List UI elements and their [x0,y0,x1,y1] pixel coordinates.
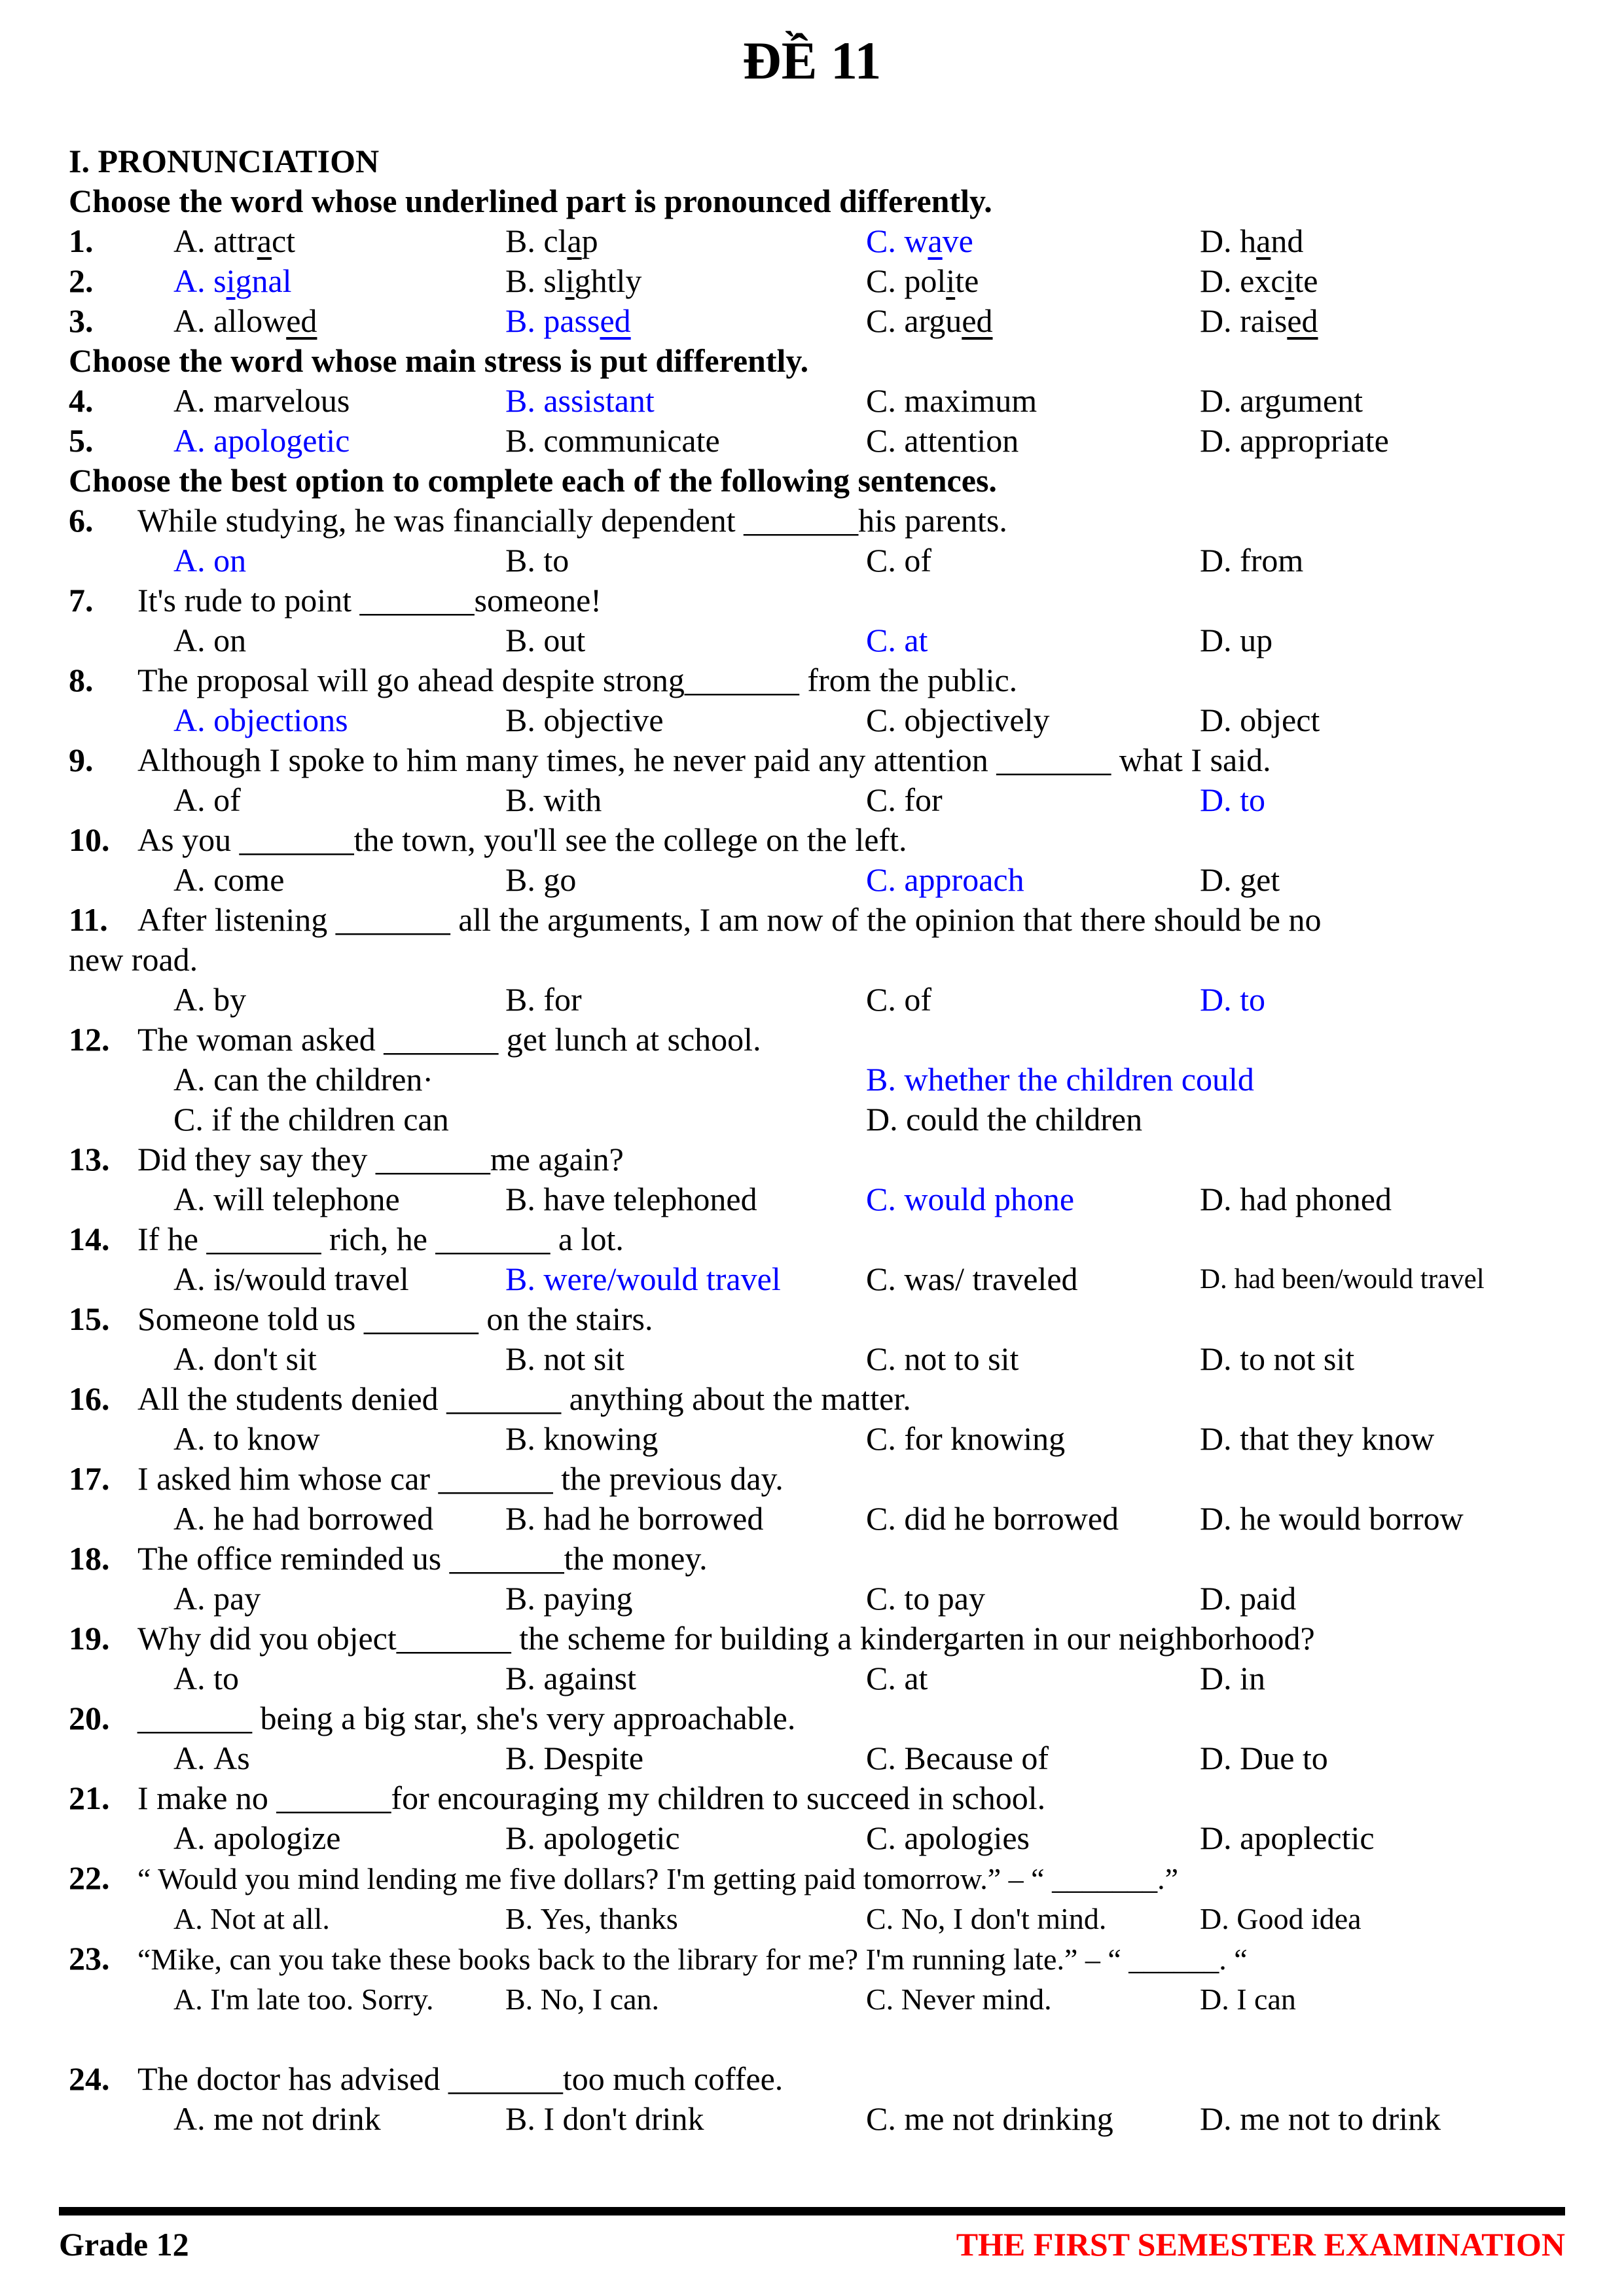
option-label: A. [173,302,214,339]
option-row [69,2099,1555,2139]
question-6 [69,501,1555,541]
option-label: A. [173,382,214,419]
question-number: 8. [69,662,94,698]
option-label: B. [505,382,544,419]
option-label: D. [1200,1740,1240,1776]
option: D. paid [1200,1580,1297,1617]
answer-option: B. passed [505,302,631,339]
option: D. hand [1200,223,1304,259]
option: D. object [1200,702,1320,738]
option-row [69,541,1555,581]
option-row [69,1979,1555,2019]
option: D. in [1200,1660,1266,1696]
question-7 [69,581,1555,620]
question-2 [69,261,1555,301]
option: B. objective [505,702,664,738]
option-label: C. [866,1261,905,1297]
option-label: A. [173,1500,214,1537]
option: A. allowed [173,302,317,339]
option: A. Not at all. [173,1902,330,1935]
option: A. marvelous [173,382,350,419]
option-label: B. [505,2100,544,2137]
question-number: 1. [69,223,94,259]
option: C. for knowing [866,1420,1066,1457]
option-label: C. [866,622,905,658]
option: C. if the children can [173,1101,449,1138]
option-label: D. [1200,1902,1237,1935]
question-stem: “Mike, can you take these books back to the library for me? I'm running late.” – “ ______. “ [137,1943,1248,1976]
question-number: 5. [69,422,94,459]
option: A. I'm late too. Sorry. [173,1982,434,2016]
option-row [69,700,1555,740]
option: A. to know [173,1420,320,1457]
option: A. pay [173,1580,261,1617]
option: C. No, I don't mind. [866,1902,1107,1935]
question-stem: Why did you object_______ the scheme for building a kindergarten in our neighborhood? [137,1620,1315,1657]
option-label: C. [866,1500,905,1537]
option-label: D. [1200,622,1240,658]
question-14 [69,1219,1555,1259]
option-label: A. [173,1340,214,1377]
option: D. appropriate [1200,422,1389,459]
option: D. he would borrow [1200,1500,1464,1537]
option: B. paying [505,1580,633,1617]
option: A. will telephone [173,1181,400,1217]
question-stem: All the students denied _______ anything about the matter. [137,1380,911,1417]
option: A. of [173,781,241,818]
option-label: A. [173,702,214,738]
option-label: B. [505,781,544,818]
question-stem: I make no _______for encouraging my children to succeed in school. [137,1780,1046,1816]
option: B. for [505,981,582,1018]
page-title: ĐỀ 11 [742,31,882,90]
option-label: A. [173,861,214,898]
question-12 [69,1020,1555,1060]
answer-option: C. wave [866,223,973,259]
option-row [69,1899,1555,1939]
option: D. apoplectic [1200,1820,1375,1856]
option-row [69,1499,1555,1539]
option-label: C. [866,223,905,259]
option: D. excite [1200,262,1318,299]
option-label: B. [505,1261,544,1297]
option-row [69,1579,1555,1619]
question-3 [69,301,1555,341]
question-stem: It's rude to point _______someone! [137,582,602,619]
question-stem: The office reminded us _______the money. [137,1540,708,1577]
question-stem: The woman asked _______ get lunch at school. [137,1021,761,1058]
option: C. was/ traveled [866,1261,1078,1297]
option: D. could the children [866,1101,1143,1138]
question-number: 21. [69,1780,110,1816]
option: B. against [505,1660,636,1696]
option: B. had he borrowed [505,1500,764,1537]
option-label: D. [1200,1580,1240,1617]
question-10 [69,820,1555,860]
option: D. argument [1200,382,1363,419]
option-row [69,1659,1555,1698]
option-label: B. [505,1500,544,1537]
option-label: A. [173,422,214,459]
option-label: B. [505,1181,544,1217]
option-label: B. [505,1740,544,1776]
option-row [69,980,1555,1020]
option-label: A. [173,981,214,1018]
option: B. Yes, thanks [505,1902,678,1935]
option-label: B. [505,981,544,1018]
question-15 [69,1299,1555,1339]
option: A. on [173,622,247,658]
option-label: B. [505,702,544,738]
option-label: D. [1200,262,1240,299]
option-row [69,1060,1555,1100]
option: C. to pay [866,1580,985,1617]
option-label: A. [173,1982,211,2016]
option-row [69,1818,1555,1858]
option-label: A. [173,262,214,299]
option: B. communicate [505,422,720,459]
question-17 [69,1459,1555,1499]
option-label: C. [866,1902,901,1935]
option-label: B. [505,1660,544,1696]
option-label: C. [866,302,905,339]
question-number: 9. [69,742,94,778]
question-number: 23. [69,1940,110,1977]
option-label: D. [1200,861,1240,898]
question-number: 19. [69,1620,110,1657]
option-label: B. [505,1580,544,1617]
option-label: C. [866,702,905,738]
section-heading: Choose the word whose main stress is put differently. [69,342,809,379]
answer-option: B. assistant [505,382,655,419]
question-number: 6. [69,502,94,539]
question-stem: Did they say they _______me again? [137,1141,624,1177]
option: A. apologize [173,1820,341,1856]
question-11 [69,900,1555,940]
option: D. raised [1200,302,1318,339]
option: C. did he borrowed [866,1500,1119,1537]
option: B. I don't drink [505,2100,704,2137]
question-stem: Although I spoke to him many times, he never paid any attention _______ what I said. [137,742,1271,778]
question-number: 2. [69,262,94,299]
option: C. objectively [866,702,1050,738]
option-label: B. [505,422,544,459]
question-8 [69,660,1555,700]
option-label: A. [173,622,214,658]
option-label: A. [173,2100,214,2137]
footer-exam-label: THE FIRST SEMESTER EXAMINATION [956,2226,1565,2263]
question-number: 16. [69,1380,110,1417]
option: B. apologetic [505,1820,680,1856]
question-stem: As you _______the town, you'll see the college on the left. [137,821,907,858]
option-label: C. [866,1982,901,2016]
option: B. No, I can. [505,1982,660,2016]
option-row [69,1179,1555,1219]
option-label: A. [173,223,214,259]
question-number: 20. [69,1700,110,1736]
option: B. out [505,622,586,658]
question-stem: I asked him whose car _______ the previous day. [137,1460,784,1497]
option: C. at [866,1660,928,1696]
question-21 [69,1778,1555,1818]
option: D. had phoned [1200,1181,1392,1217]
option: A. to [173,1660,240,1696]
option: C. argued [866,302,993,339]
option-label: C. [866,781,905,818]
option-label: C. [866,1580,905,1617]
option-label: C. [173,1101,212,1138]
section-heading: Choose the word whose underlined part is pronounced differently. [69,183,992,219]
option-label: D. [1200,981,1240,1018]
option: B. go [505,861,577,898]
option: D. to not sit [1200,1340,1355,1377]
option-label: B. [505,1902,541,1935]
option: B. not sit [505,1340,624,1377]
option-label: A. [173,1420,214,1457]
option: C. Because of [866,1740,1049,1776]
option-label: A. [173,1902,211,1935]
question-stem: Someone told us _______ on the stairs. [137,1300,653,1337]
option-label: C. [866,422,905,459]
question-5 [69,421,1555,461]
answer-option: A. on [173,542,247,579]
answer-option: D. to [1200,781,1266,818]
answer-option: B. were/would travel [505,1261,781,1297]
footer [59,2207,1565,2264]
option-row [69,860,1555,900]
option-label: D. [1200,1820,1240,1856]
question-9 [69,740,1555,780]
option: D. Due to [1200,1740,1328,1776]
option-label: D. [1200,382,1240,419]
question-stem: “ Would you mind lending me five dollars? I'm getting paid tomorrow.” – “ _______.” [137,1862,1178,1895]
option: D. get [1200,861,1280,898]
option-label: D. [1200,1264,1235,1295]
option-label: D. [1200,1420,1240,1457]
option-label: C. [866,1740,905,1776]
question-stem: The proposal will go ahead despite strong_______ from the public. [137,662,1018,698]
option: B. knowing [505,1420,659,1457]
option-label: C. [866,1181,905,1217]
answer-option: C. at [866,622,928,658]
option-label: D. [1200,1982,1237,2016]
question-number: 12. [69,1021,110,1058]
option-label: D. [1200,702,1240,738]
option: A. he had borrowed [173,1500,434,1537]
answer-option: A. objections [173,702,348,738]
option-row [69,1339,1555,1379]
question-stem: If he _______ rich, he _______ a lot. [137,1221,624,1257]
section-heading: I. PRONUNCIATION [69,143,380,179]
option-label: B. [505,1340,544,1377]
option-label: B. [505,861,544,898]
option-label: B. [505,302,544,339]
option: B. have telephoned [505,1181,757,1217]
option-label: C. [866,981,905,1018]
option: A. attract [173,223,296,259]
option: C. maximum [866,382,1038,419]
option-label: A. [173,1740,214,1776]
option-label: C. [866,1340,905,1377]
question-stem: After listening _______ all the arguments, I am now of the opinion that there should be no [137,901,1322,938]
option: C. me not drinking [866,2100,1113,2137]
question-24 [69,2059,1555,2099]
option: A. come [173,861,285,898]
option: C. attention [866,422,1019,459]
option-label: A. [173,542,214,579]
option-label: A. [173,1261,214,1297]
option-label: C. [866,542,905,579]
question-23 [69,1939,1555,1979]
option-label: B. [505,262,544,299]
option-label: D. [1200,1660,1240,1696]
option-label: D. [1200,1500,1240,1537]
option: C. of [866,981,932,1018]
section-heading: Choose the best option to complete each of the following sentences. [69,462,997,499]
question-stem-continued: new road. [69,941,198,978]
option: D. had been/would travel [1200,1264,1485,1295]
option-label: D. [1200,781,1240,818]
option: B. to [505,542,569,579]
question-16 [69,1379,1555,1419]
question-number: 7. [69,582,94,619]
question-number: 14. [69,1221,110,1257]
question-18 [69,1539,1555,1579]
option-label: B. [505,542,544,579]
question-number: 4. [69,382,94,419]
option-label: D. [1200,1181,1240,1217]
option-label: A. [173,781,214,818]
option-label: C. [866,1660,905,1696]
option-label: A. [173,1660,214,1696]
option: D. from [1200,542,1304,579]
option: A. can the children· [173,1061,434,1098]
option-row [69,780,1555,820]
option-label: D. [1200,2100,1240,2137]
question-stem: The doctor has advised _______too much coffee. [137,2060,784,2097]
option-label: D. [1200,542,1240,579]
question-number: 15. [69,1300,110,1337]
footer-grade-label: Grade 12 [59,2226,189,2263]
option-label: B. [505,622,544,658]
answer-option: A. signal [173,262,292,299]
option: B. clap [505,223,598,259]
option: C. not to sit [866,1340,1019,1377]
option-label: A. [173,1061,214,1098]
question-20 [69,1698,1555,1738]
question-number: 24. [69,2060,110,2097]
option-label: C. [866,1820,905,1856]
option-label: D. [1200,302,1240,339]
question-stem: _______ being a big star, she's very approachable. [137,1700,796,1736]
answer-option: C. approach [866,861,1024,898]
question-number: 11. [69,901,108,938]
option: A. me not drink [173,2100,381,2137]
option: D. me not to drink [1200,2100,1441,2137]
option-row [69,1259,1555,1299]
option: D. up [1200,622,1273,658]
option-label: A. [173,1580,214,1617]
option-row [69,1419,1555,1459]
option-label: B. [505,1420,544,1457]
question-22 [69,1858,1555,1899]
option: B. slightly [505,262,642,299]
question-number: 13. [69,1141,110,1177]
option-label: A. [173,1820,214,1856]
option: D. that they know [1200,1420,1435,1457]
option: D. I can [1200,1982,1296,2016]
question-number: 10. [69,821,110,858]
option-label: B. [866,1061,905,1098]
option-label: C. [866,382,905,419]
option: A. don't sit [173,1340,317,1377]
option: C. Never mind. [866,1982,1052,2016]
option: C. polite [866,262,979,299]
option-row [69,1100,1555,1139]
option: A. is/would travel [173,1261,409,1297]
question-number: 3. [69,302,94,339]
option: A. by [173,981,247,1018]
question-13 [69,1139,1555,1179]
question-4 [69,381,1555,421]
question-number: 18. [69,1540,110,1577]
option-label: C. [866,2100,905,2137]
option: C. apologies [866,1820,1030,1856]
answer-option: A. apologetic [173,422,350,459]
answer-option: C. would phone [866,1181,1075,1217]
option-label: B. [505,1982,541,2016]
question-1 [69,221,1555,261]
option-row [69,620,1555,660]
option-label: A. [173,1181,214,1217]
question-number: 17. [69,1460,110,1497]
option-label: D. [1200,1340,1240,1377]
option: A. As [173,1740,250,1776]
question-number: 22. [69,1859,110,1896]
answer-option: B. whether the children could [866,1061,1254,1098]
option-label: D. [1200,223,1240,259]
option: C. for [866,781,943,818]
option-label: D. [1200,422,1240,459]
option-label: C. [866,262,905,299]
option-row [69,1738,1555,1778]
content [69,141,1555,2139]
option-label: D. [866,1101,907,1138]
option: B. with [505,781,602,818]
option-label: C. [866,1420,905,1457]
option: D. Good idea [1200,1902,1362,1935]
question-19 [69,1619,1555,1659]
answer-option: D. to [1200,981,1266,1018]
option: B. Despite [505,1740,644,1776]
option-label: B. [505,223,544,259]
question-stem: While studying, he was financially dependent _______his parents. [137,502,1007,539]
option-label: B. [505,1820,544,1856]
blank-line [69,2019,1555,2059]
option-label: C. [866,861,905,898]
option: C. of [866,542,932,579]
